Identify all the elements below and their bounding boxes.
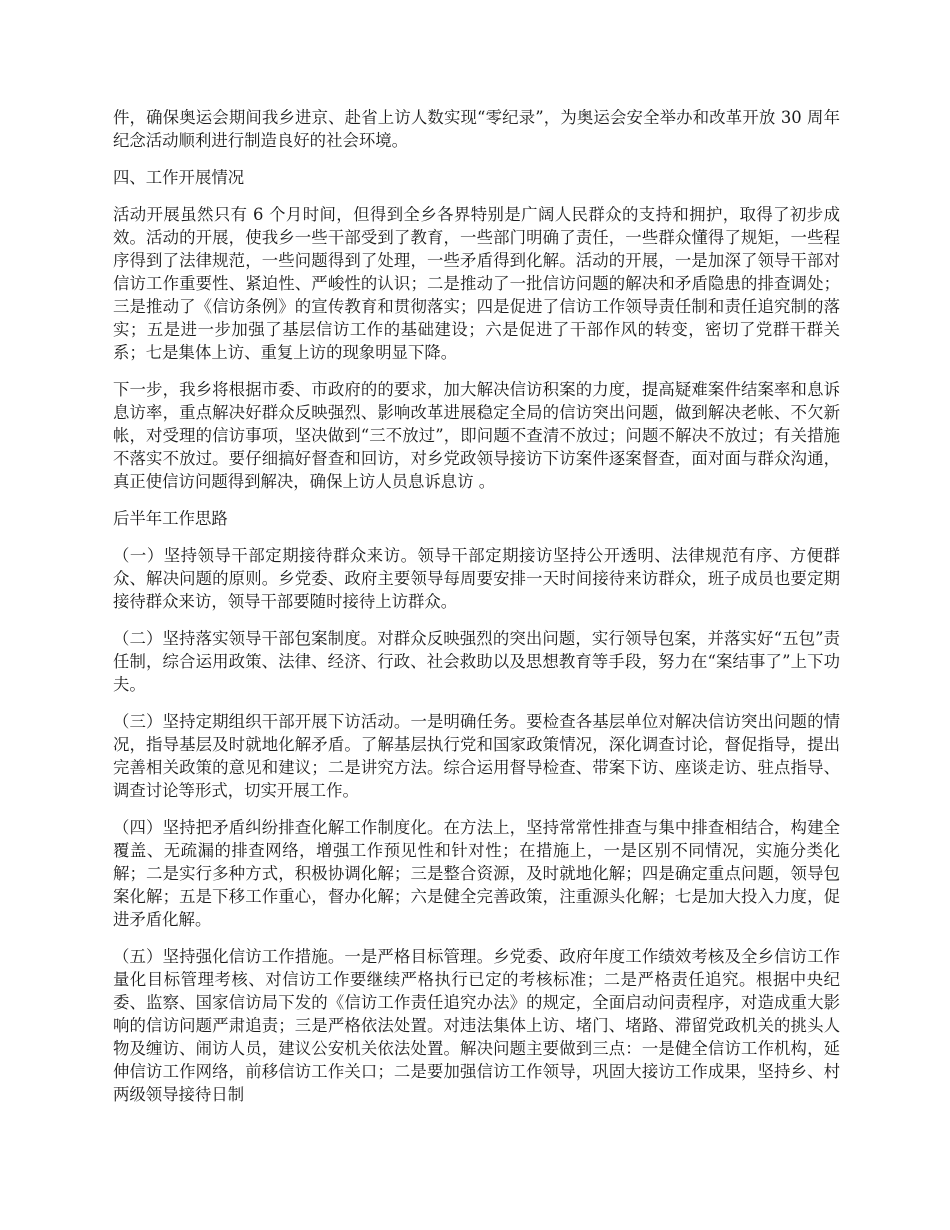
- paragraph-item-3: （三）坚持定期组织干部开展下访活动。一是明确任务。要检查各基层单位对解决信访突出问题的情况，指导基层及时就地化解矛盾。了解基层执行党和国家政策情况，深化调查讨论，督促指导，提出完善相关政策的意见和建议；二是讲究方法。综合运用督导检查、带案下访、座谈走访、驻点指导、调查讨论等形式，切实开展工作。: [113, 712, 840, 800]
- paragraph-item-1: （一）坚持领导干部定期接待群众来访。领导干部定期接访坚持公开透明、法律规范有序、方便群众、解决问题的原则。乡党委、政府主要领导每周要安排一天时间接待来访群众，班子成员也要定期接待群众来访，领导干部要随时接待上访群众。: [113, 546, 840, 611]
- section-heading-second-half-plan: 后半年工作思路: [113, 509, 228, 528]
- paragraph-item-2: （二）坚持落实领导干部包案制度。对群众反映强烈的突出问题，实行领导包案，并落实好“五包”责任制，综合运用政策、法律、经济、行政、社会救助以及思想教育等手段，努力在“案结事了”上下功夫。: [113, 629, 840, 694]
- paragraph-continuation: 件，确保奥运会期间我乡进京、赴省上访人数实现“零纪录”，为奥运会安全举办和改革开放 30 周年纪念活动顺利进行制造良好的社会环境。: [113, 108, 840, 150]
- paragraph-activity-results: 活动开展虽然只有 6 个月时间，但得到全乡各界特别是广阔人民群众的支持和拥护，取得了初步成效。活动的开展，使我乡一些干部受到了教育，一些部门明确了责任，一些群众懂得了规矩，一些程序得到了法律规范，一些问题得到了处理，一些矛盾得到化解。活动的开展，一是加深了领导干部对信访工作重要性、紧迫性、严峻性的认识；二是推动了一批信访问题的解决和矛盾隐患的排查调处；三是推动了《信访条例》的宣传教育和贯彻落实；四是促进了信访工作领导责任制和责任追究制的落实；五是进一步加强了基层信访工作的基础建设；六是促进了干部作风的转变，密切了党群干群关系；七是集体上访、重复上访的现象明显下降。: [113, 205, 840, 362]
- paragraph-next-steps: 下一步，我乡将根据市委、市政府的的要求，加大解决信访积案的力度，提高疑难案件结案率和息诉息访率，重点解决好群众反映强烈、影响改革进展稳定全局的信访突出问题，做到解决老帐、不欠新帐，对受理的信访事项，坚决做到“三不放过”，即问题不查清不放过；问题不解决不放过；有关措施不落实不放过。要仔细搞好督查和回访，对乡党政领导接访下访案件逐案督查，面对面与群众沟通，真正使信访问题得到解决，确保上访人员息诉息访 。: [113, 380, 840, 491]
- document-body: [113, 106, 840, 1120]
- paragraph-item-5: （五）坚持强化信访工作措施。一是严格目标管理。乡党委、政府年度工作绩效考核及全乡信访工作量化目标管理考核、对信访工作要继续严格执行已定的考核标准；二是严格责任追究。根据中央纪委、监察、国家信访局下发的《信访工作责任追究办法》的规定，全面启动问责程序，对造成重大影响的信访问题严肃追责；三是严格依法处置。对违法集体上访、堵门、堵路、滞留党政机关的挑头人物及缠访、闹访人员，建议公安机关依法处置。解决问题主要做到三点：一是健全信访工作机构，延伸信访工作网络，前移信访工作关口；二是要加强信访工作领导，巩固大接访工作成果，坚持乡、村两级领导接待日制: [113, 947, 840, 1104]
- paragraph-item-4: （四）坚持把矛盾纠纷排查化解工作制度化。在方法上，坚持常常性排查与集中排查相结合，构建全覆盖、无疏漏的排查网络，增强工作预见性和针对性；在措施上，一是区别不同情况，实施分类化解；二是实行多种方式，积极协调化解；三是整合资源，及时就地化解；四是确定重点问题，领导包案化解；五是下移工作重心，督办化解；六是健全完善政策，注重源头化解；七是加大投入力度，促进矛盾化解。: [113, 818, 840, 929]
- section-heading-work-progress: 四、工作开展情况: [113, 168, 245, 187]
